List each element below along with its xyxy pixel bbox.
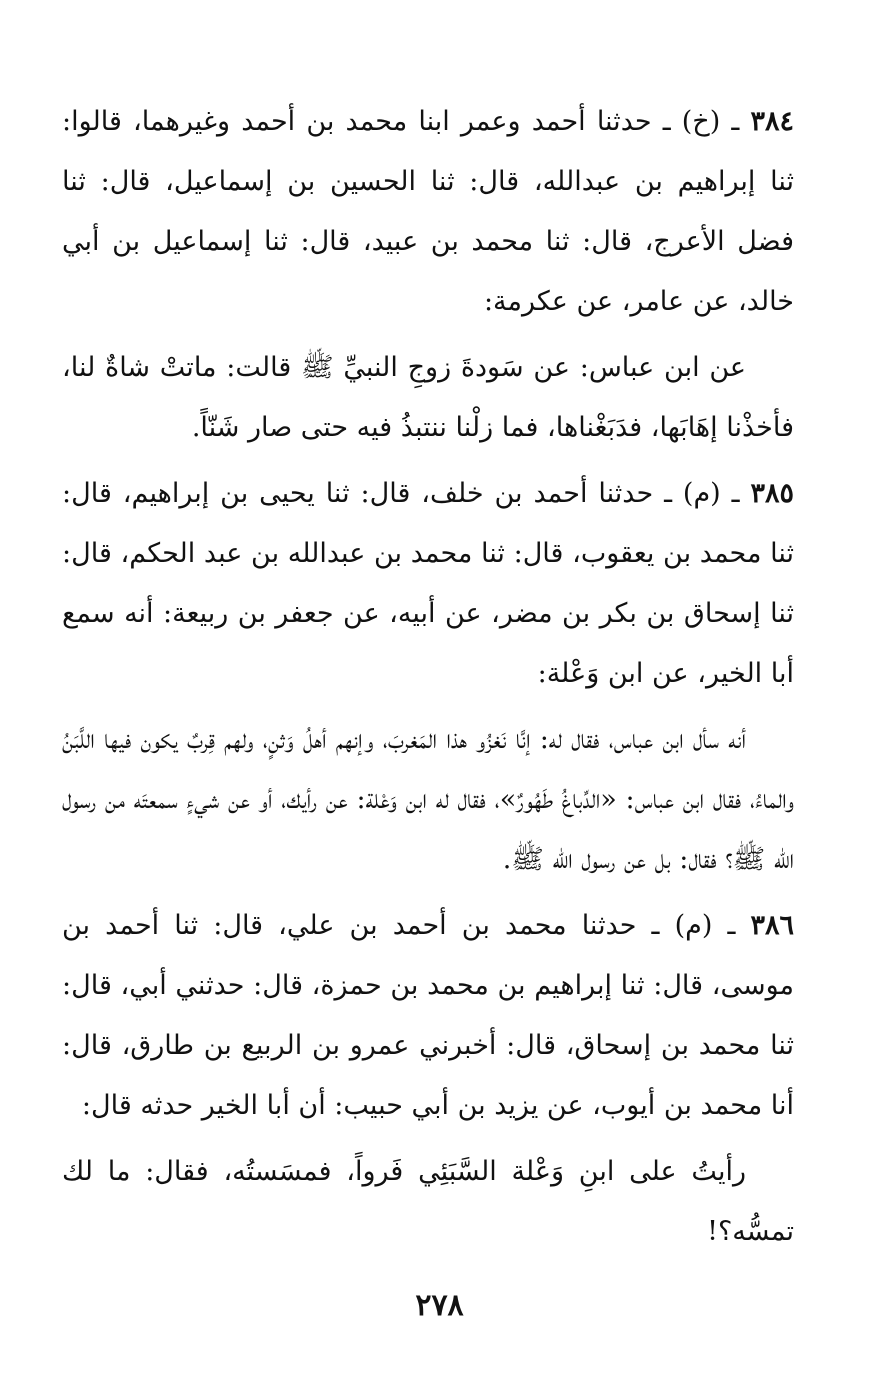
hadith-number-385: ٣٨٥ bbox=[750, 478, 794, 509]
matn-386: رأيتُ على ابنِ وَعْلة السَّبَئِي فَرواً، فمسَستُه، فقال: ما لك تمسُّه؟! bbox=[62, 1156, 794, 1247]
page-body bbox=[62, 92, 794, 1262]
hadith-number-386: ٣٨٦ bbox=[750, 910, 794, 941]
matn-385: أنه سأل ابن عباس، فقال له: إنَّا نَغزُو هذا المَغربَ، وإنهم أهلُ وَثنٍ، ولهم قِربٌ يكون فيها اللَّبَنُ والماءُ، فقال ابن عباس: «الدِّباغُ طَهُورٌ»، فقال له ابن وَعْلة: عن رأيك، أو عن شيءٍ سمعتَه من رسول الله ﷺ؟ فقال: بل عن رسول الله ﷺ. bbox=[62, 724, 794, 875]
isnad-385-text: ـ (م) ـ حدثنا أحمد بن خلف، قال: ثنا يحيى بن إبراهيم، قال: ثنا محمد بن يعقوب، قال: ثنا محمد بن عبدالله بن عبد الحكم، قال: ثنا إسحاق بن بكر بن مضر، عن أبيه، عن جعفر بن ربيعة: أنه سمع أبا الخير، عن ابن وَعْلة: bbox=[62, 478, 794, 689]
isnad-384 bbox=[62, 92, 794, 332]
hadith-number-384: ٣٨٤ bbox=[750, 106, 794, 137]
isnad-384-text: ـ (خ) ـ حدثنا أحمد وعمر ابنا محمد بن أحمد وغيرهما، قالوا: ثنا إبراهيم بن عبدالله، قال: ثنا الحسين بن إسماعيل، قال: ثنا فضل الأعرج، قال: ثنا محمد بن عبيد، قال: ثنا إسماعيل بن أبي خالد، عن عامر، عن عكرمة: bbox=[62, 106, 794, 317]
isnad-385 bbox=[62, 464, 794, 704]
matn-384: عن ابن عباس: عن سَودةَ زوجِ النبيِّ ﷺ قالت: ماتتْ شاةٌ لنا، فأخذْنا إهَابَها، فدَبَغْناها، فما زلْنا ننتبذُ فيه حتى صار شَنّاً. bbox=[62, 352, 794, 443]
isnad-386 bbox=[62, 896, 794, 1136]
page-number: ٢٧٨ bbox=[415, 1288, 464, 1323]
isnad-386-text: ـ (م) ـ حدثنا محمد بن أحمد بن علي، قال: ثنا أحمد بن موسى، قال: ثنا إبراهيم بن محمد بن حمزة، قال: حدثني أبي، قال: ثنا محمد بن إسحاق، قال: أخبرني عمرو بن الربيع بن طارق، قال: أنا محمد بن أيوب، عن يزيد بن أبي حبيب: أن أبا الخير حدثه قال: bbox=[62, 910, 794, 1121]
